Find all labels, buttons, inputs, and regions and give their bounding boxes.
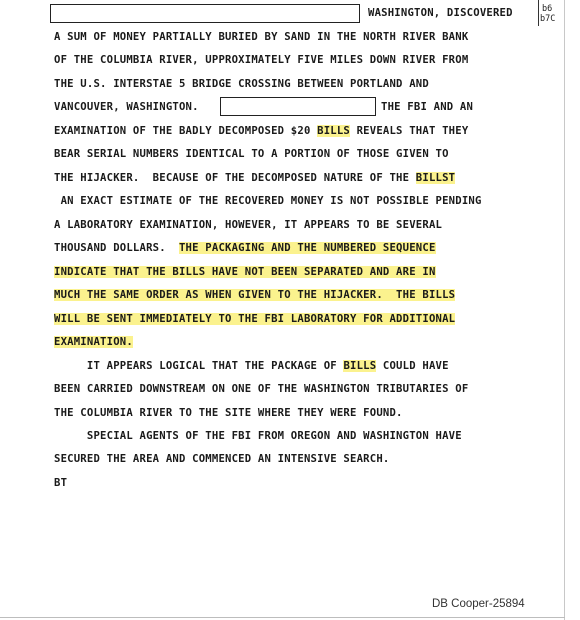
text-segment: OF THE COLUMBIA RIVER, UPPROXIMATELY FIVE MILES DOWN RIVER FROM bbox=[54, 54, 469, 66]
text-line bbox=[54, 218, 442, 232]
text-segment: THE U.S. INTERSTAE 5 BRIDGE CROSSING BETWEEN PORTLAND AND bbox=[54, 78, 429, 90]
page-bottom-edge bbox=[0, 617, 565, 618]
text-line bbox=[54, 53, 468, 67]
text-line bbox=[54, 265, 436, 279]
highlighted-text: WILL BE SENT IMMEDIATELY TO THE FBI LABORATORY FOR ADDITIONAL bbox=[54, 313, 456, 325]
text-segment: REVEALS THAT THEY bbox=[350, 125, 469, 137]
highlighted-text: BILLST bbox=[415, 172, 456, 184]
text-line bbox=[54, 359, 449, 373]
highlighted-text: BILLS bbox=[343, 360, 377, 372]
text-segment: EXAMINATION OF THE BADLY DECOMPOSED $20 bbox=[54, 125, 318, 137]
text-line bbox=[54, 241, 436, 255]
exemption-bracket bbox=[538, 0, 539, 26]
text-segment: SECURED THE AREA AND COMMENCED AN INTENSIVE SEARCH. bbox=[54, 453, 390, 465]
text-line bbox=[54, 288, 455, 302]
text-line bbox=[54, 30, 468, 44]
exemption-code-b7c: b7C bbox=[540, 14, 556, 24]
exemption-code-b6: b6 bbox=[542, 4, 553, 14]
redaction-box-top bbox=[50, 4, 360, 23]
text-line bbox=[54, 147, 449, 161]
text-segment: AN EXACT ESTIMATE OF THE RECOVERED MONEY IS NOT POSSIBLE PENDING bbox=[54, 195, 482, 207]
highlighted-text: EXAMINATION. bbox=[54, 336, 133, 348]
highlighted-text: THE PACKAGING AND THE NUMBERED SEQUENCE bbox=[178, 242, 436, 254]
text-segment: BEAR SERIAL NUMBERS IDENTICAL TO A PORTION OF THOSE GIVEN TO bbox=[54, 148, 449, 160]
text-segment: A SUM OF MONEY PARTIALLY BURIED BY SAND IN THE NORTH RIVER BANK bbox=[54, 31, 469, 43]
redaction-box-middle bbox=[220, 97, 376, 116]
text-segment: WASHINGTON, DISCOVERED bbox=[368, 7, 513, 19]
text-line bbox=[54, 335, 133, 349]
text-line bbox=[54, 429, 462, 443]
text-segment: VANCOUVER, WASHINGTON. bbox=[54, 101, 199, 113]
text-segment: THE FBI AND AN bbox=[381, 101, 474, 113]
text-segment: COULD HAVE bbox=[376, 360, 449, 372]
highlighted-text: INDICATE THAT THE BILLS HAVE NOT BEEN SEPARATED AND ARE IN bbox=[54, 266, 436, 278]
text-segment: SPECIAL AGENTS OF THE FBI FROM OREGON AND WASHINGTON HAVE bbox=[54, 430, 462, 442]
text-segment: THE COLUMBIA RIVER TO THE SITE WHERE THEY WERE FOUND. bbox=[54, 407, 403, 419]
text-segment: IT APPEARS LOGICAL THAT THE PACKAGE OF bbox=[54, 360, 344, 372]
highlighted-text: MUCH THE SAME ORDER AS WHEN GIVEN TO THE HIJACKER. THE BILLS bbox=[54, 289, 456, 301]
text-line bbox=[368, 6, 513, 20]
text-segment: THOUSAND DOLLARS. bbox=[54, 242, 179, 254]
text-segment: BEEN CARRIED DOWNSTREAM ON ONE OF THE WASHINGTON TRIBUTARIES OF bbox=[54, 383, 469, 395]
text-segment: BT bbox=[54, 477, 68, 489]
text-line bbox=[54, 77, 429, 91]
text-line bbox=[54, 124, 468, 138]
text-line bbox=[381, 100, 473, 114]
text-line bbox=[54, 171, 455, 185]
document-id-footer: DB Cooper-25894 bbox=[432, 598, 525, 610]
text-line bbox=[54, 194, 482, 208]
text-line bbox=[54, 312, 455, 326]
text-line bbox=[54, 406, 403, 420]
highlighted-text: BILLS bbox=[317, 125, 351, 137]
text-line bbox=[54, 382, 468, 396]
text-line bbox=[54, 100, 199, 114]
text-line bbox=[54, 452, 389, 466]
text-line bbox=[54, 476, 67, 490]
text-segment: A LABORATORY EXAMINATION, HOWEVER, IT APPEARS TO BE SEVERAL bbox=[54, 219, 443, 231]
page-edge bbox=[564, 0, 565, 620]
text-segment: THE HIJACKER. BECAUSE OF THE DECOMPOSED NATURE OF THE bbox=[54, 172, 416, 184]
